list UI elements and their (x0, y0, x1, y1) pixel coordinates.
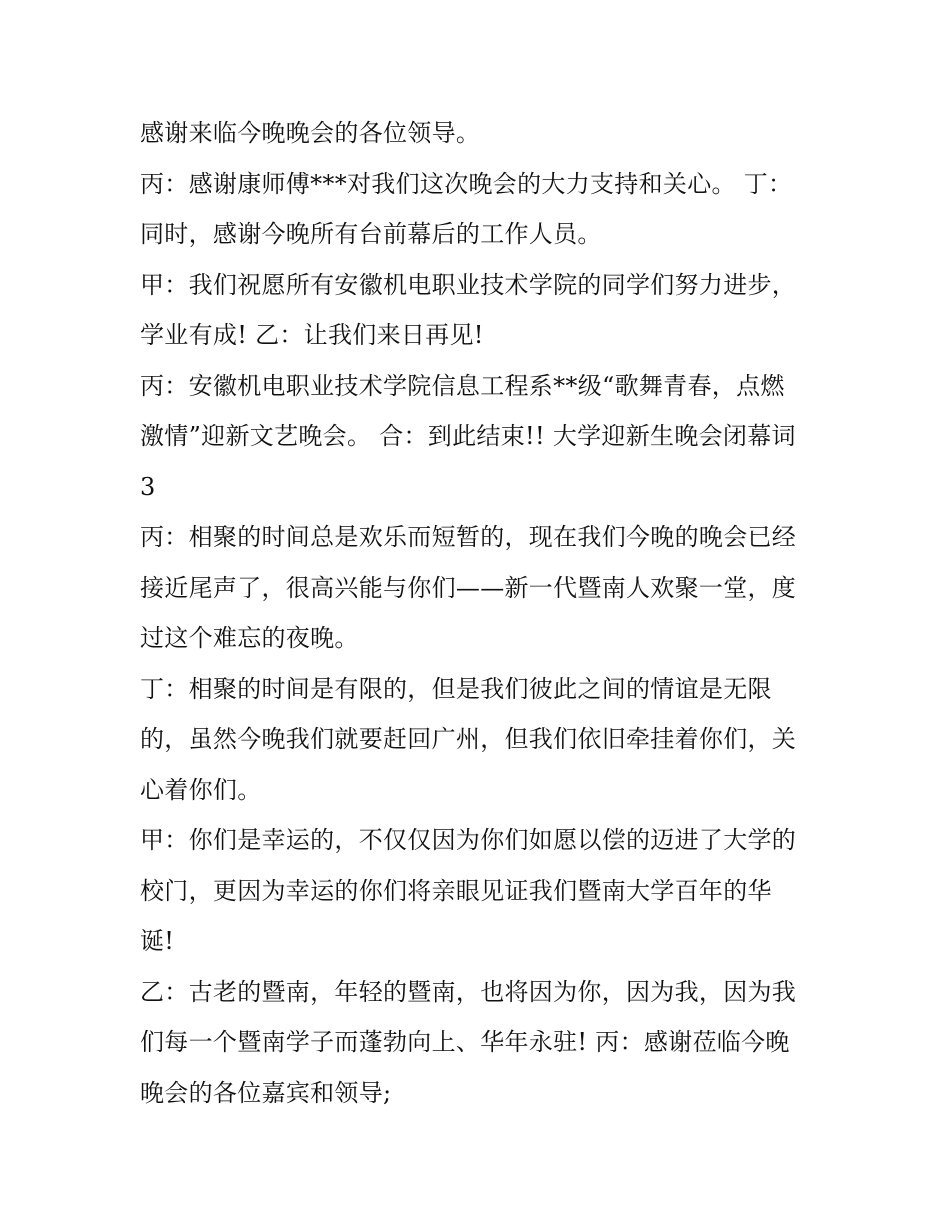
text-line: 丙：相聚的时间总是欢乐而短暂的，现在我们今晚的晚会已经 (140, 523, 797, 551)
text-line: 诞! (140, 927, 175, 955)
text-line: 甲：你们是幸运的，不仅仅因为你们如愿以偿的迈进了大学的 (140, 826, 797, 854)
text-line: 丙：安徽机电职业技术学院信息工程系**级“歌舞青春，点燃 (140, 371, 785, 400)
text-line: 校门，更因为幸运的你们将亲眼见证我们暨南大学百年的华 (140, 876, 772, 905)
text-line: 们每一个暨南学子而蓬勃向上、华年永驻! 丙：感谢莅临今晚 (140, 1028, 790, 1056)
text-line: 感谢来临今晚晚会的各位领导。 (140, 119, 481, 147)
text-line: 激情”迎新文艺晚会。 合：到此结束!! 大学迎新生晚会闭幕词 (140, 422, 796, 450)
text-line: 学业有成! 乙：让我们来日再见! (140, 321, 484, 349)
text-line: 乙：古老的暨南，年轻的暨南，也将因为你，因为我，因为我 (140, 977, 797, 1006)
text-line: 甲：我们祝愿所有安徽机电职业技术学院的同学们努力进步， (140, 270, 797, 299)
document-body-text (140, 108, 830, 1118)
text-line: 丁：相聚的时间是有限的，但是我们彼此之间的情谊是无限 (140, 674, 772, 703)
text-line: 过这个难忘的夜晚。 (140, 624, 359, 652)
text-line: 的，虽然今晚我们就要赶回广州，但我们依旧牵挂着你们，关 (140, 725, 797, 753)
text-line: 心着你们。 (140, 775, 262, 804)
text-line: 3 (140, 472, 156, 501)
text-line: 接近尾声了，很高兴能与你们——新一代暨南人欢聚一堂，度 (140, 573, 797, 602)
text-line: 同时，感谢今晚所有台前幕后的工作人员。 (140, 220, 602, 248)
text-line: 晚会的各位嘉宾和领导; (140, 1078, 392, 1107)
text-line: 丙：感谢康师傅***对我们这次晚会的大力支持和关心。 丁： (140, 169, 793, 198)
